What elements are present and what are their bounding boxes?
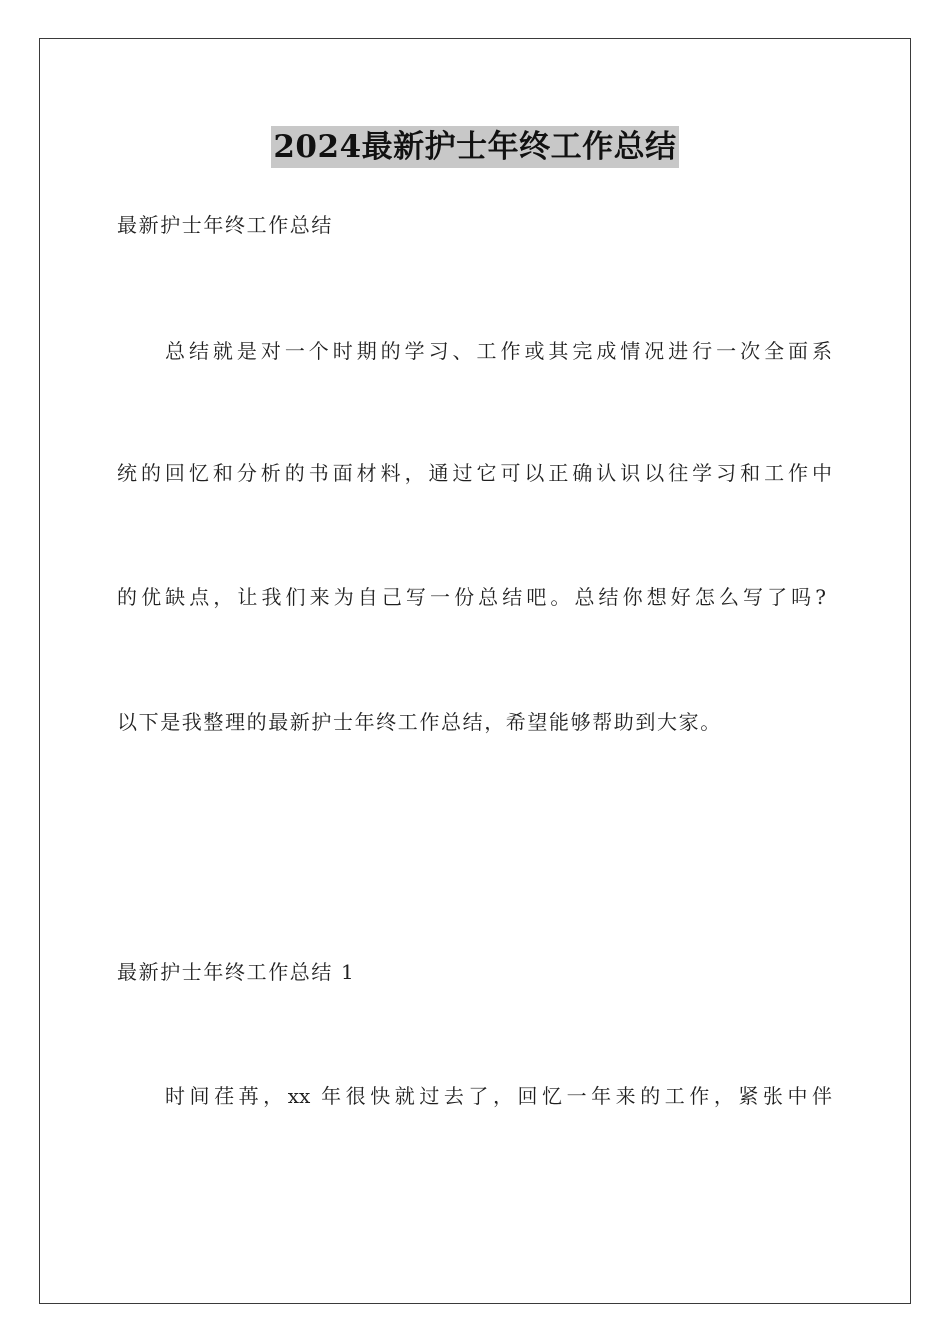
section-line-1: 时间荏苒，xx 年很快就过去了，回忆一年来的工作，紧张中伴 bbox=[165, 1084, 832, 1108]
intro-line-2: 统的回忆和分析的书面材料，通过它可以正确认识以往学习和工作中 bbox=[117, 461, 832, 485]
document-subtitle: 最新护士年终工作总结 bbox=[117, 213, 333, 237]
title-container bbox=[0, 126, 950, 168]
intro-line-1: 总结就是对一个时期的学习、工作或其完成情况进行一次全面系 bbox=[165, 339, 832, 363]
intro-line-3: 的优缺点，让我们来为自己写一份总结吧。总结你想好怎么写了吗? bbox=[117, 585, 826, 609]
document-title: 2024最新护士年终工作总结 bbox=[271, 126, 678, 168]
section-heading: 最新护士年终工作总结 1 bbox=[117, 960, 356, 984]
intro-line-4: 以下是我整理的最新护士年终工作总结，希望能够帮助到大家。 bbox=[117, 710, 722, 734]
